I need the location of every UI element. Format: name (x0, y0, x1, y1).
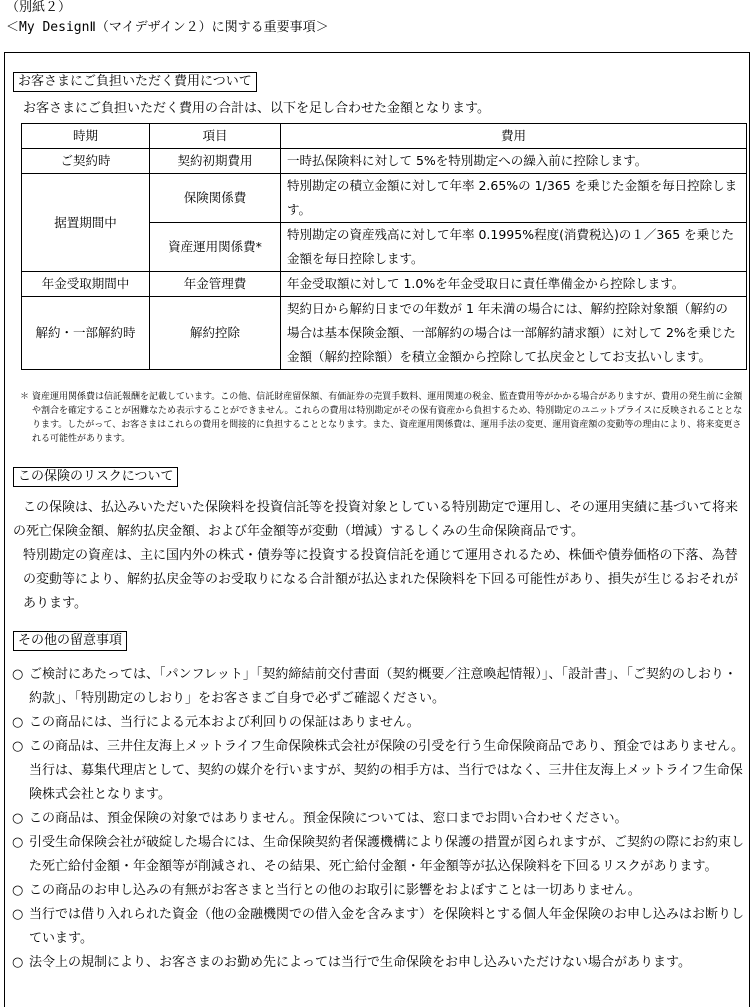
row-item: 年金管理費 (150, 272, 281, 297)
header-item: 項目 (150, 124, 281, 149)
circle-bullet-icon: ○ (12, 883, 24, 898)
circle-bullet-icon: ○ (12, 811, 24, 826)
list-item (12, 903, 748, 951)
circle-bullet-icon: ○ (12, 739, 24, 754)
table-row (22, 174, 747, 223)
table-row (22, 149, 747, 174)
list-item (12, 807, 748, 831)
list-item-text: 引受生命保険会社が破綻した場合には、生命保険契約者保護機構により保護の措置が図られますが、ご契約の際にお約束した死亡給付金額・年金額等が削減され、その結果、死亡給付金額・年金額等が払込保険料を下回るリスクがあります。 (29, 835, 745, 874)
list-item (12, 663, 748, 711)
row-fee: 年金受取額に対して 1.0%を年金受取日に責任準備金から控除します。 (281, 272, 747, 297)
row-fee: 一時払保険料に対して 5%を特別勘定への繰入前に控除します。 (281, 149, 747, 174)
list-item-text: この商品は、三井住友海上メットライフ生命保険株式会社が保険の引受を行う生命保険商品であり、預金ではありません。当行は、募集代理店として、契約の媒介を行いますが、契約の相手方は、当行ではなく、三井住友海上メットライフ生命保険株式会社となります。 (29, 739, 745, 802)
circle-bullet-icon: ○ (12, 835, 24, 850)
list-item (12, 711, 748, 735)
circle-bullet-icon: ○ (12, 715, 24, 730)
fees-table-header-row (22, 124, 747, 149)
list-item-text: この商品には、当行による元本および利回りの保証はありません。 (29, 715, 420, 730)
fees-section-heading: お客さまにご負担いただく費用について (13, 72, 257, 92)
circle-bullet-icon: ○ (12, 667, 24, 682)
list-item-text: この商品は、預金保険の対象ではありません。預金保険については、窓口までお問い合わせください。 (29, 811, 628, 826)
row-fee: 特別勘定の資産残高に対して年率 0.1995%程度(消費税込)の１／365 を乗じた金額を毎日控除します。 (281, 223, 747, 272)
other-section-heading: その他の留意事項 (13, 631, 127, 651)
list-item-text: ご検討にあたっては、「パンフレット」「契約締結前交付書面（契約概要／注意喚起情報）」、「設計書」、「ご契約のしおり・約款」、「特別勘定のしおり」をお客さまご自身で必ずご確認ください。 (29, 667, 737, 706)
document-title: ＜My DesignⅡ（マイデザイン２）に関する重要事項＞ (6, 20, 329, 35)
row-item: 契約初期費用 (150, 149, 281, 174)
row-fee: 契約日から解約日までの年数が 1 年未満の場合には、解約控除対象額（解約の場合は基本保険金額、一部解約の場合は一部解約請求額）に対して 2%を乗じた金額（解約控除額）を積立金額から控除して払戻金としてお支払いします。 (281, 297, 747, 370)
row-item: 保険関係費 (150, 174, 281, 223)
row-item: 資産運用関係費* (150, 223, 281, 272)
header-period: 時期 (22, 124, 150, 149)
row-period: 解約・一部解約時 (22, 297, 150, 370)
list-item-text: この商品のお申し込みの有無がお客さまと当行との他のお取引に影響をおよぼすことは一切ありません。 (29, 883, 641, 898)
list-item (12, 879, 748, 903)
row-period: ご契約時 (22, 149, 150, 174)
annex-label: （別紙２） (6, 0, 72, 15)
row-period: 年金受取期間中 (22, 272, 150, 297)
risk-body (13, 496, 748, 616)
risk-section-heading: この保険のリスクについて (13, 467, 178, 487)
risk-paragraph-1: この保険は、払込みいただいた保険料を投資信託等を投資対象としている特別勘定で運用し、その運用実績に基づいて将来の死亡保険金額、解約払戻金額、および年金額等が変動（増減）するしくみの生命保険商品です。 (13, 500, 739, 539)
list-item (12, 831, 748, 879)
other-notes-list (12, 663, 748, 975)
row-fee: 特別勘定の積立金額に対して年率 2.65%の 1/365 を乗じた金額を毎日控除します。 (281, 174, 747, 223)
circle-bullet-icon: ○ (12, 907, 24, 922)
list-item (12, 951, 748, 975)
list-item-text: 法令上の規制により、お客さまのお勤め先によっては当行で生命保険をお申し込みいただけない場合があります。 (29, 955, 691, 970)
risk-paragraph-2: 特別勘定の資産は、主に国内外の株式・債券等に投資する投資信託を通じて運用されるため、株価や債券価格の下落、為替の変動等により、解約払戻金等のお受取りになる合計額が払込まれた保険料を下回る可能性があり、損失が生じるおそれがあります。 (23, 548, 739, 611)
header-fee: 費用 (281, 124, 747, 149)
footnote-mark: ＊ (20, 392, 30, 402)
fees-intro: お客さまにご負担いただく費用の合計は、以下を足し合わせた金額となります。 (23, 101, 490, 116)
footnote-text: 資産運用関係費は信託報酬を記載しています。この他、信託財産留保額、有価証券の売買手数料、運用関連の税金、監査費用等がかかる場合がありますが、費用の発生前に金額や割合を確定することが困難なため表示することができません。これらの費用は特別勘定がその保有資産から負担するため、特別勘定のユニットプライスに反映されることとなります。したがって、お客さまはこれらの費用を間接的に負担することとなります。また、資産運用関係費は、運用手法の変更、運用資産額の変動等の理由により、将来変更される可能性があります。 (32, 392, 743, 444)
table-row (22, 272, 747, 297)
list-item (12, 735, 748, 807)
row-item: 解約控除 (150, 297, 281, 370)
list-item-text: 当行では借り入れられた資金（他の金融機関での借入金を含みます）を保険料とする個人年金保険のお申し込みはお断りしています。 (29, 907, 745, 946)
fees-table (21, 123, 747, 370)
fee-footnote (20, 390, 746, 446)
table-row (22, 297, 747, 370)
circle-bullet-icon: ○ (12, 955, 24, 970)
row-period: 据置期間中 (22, 174, 150, 272)
